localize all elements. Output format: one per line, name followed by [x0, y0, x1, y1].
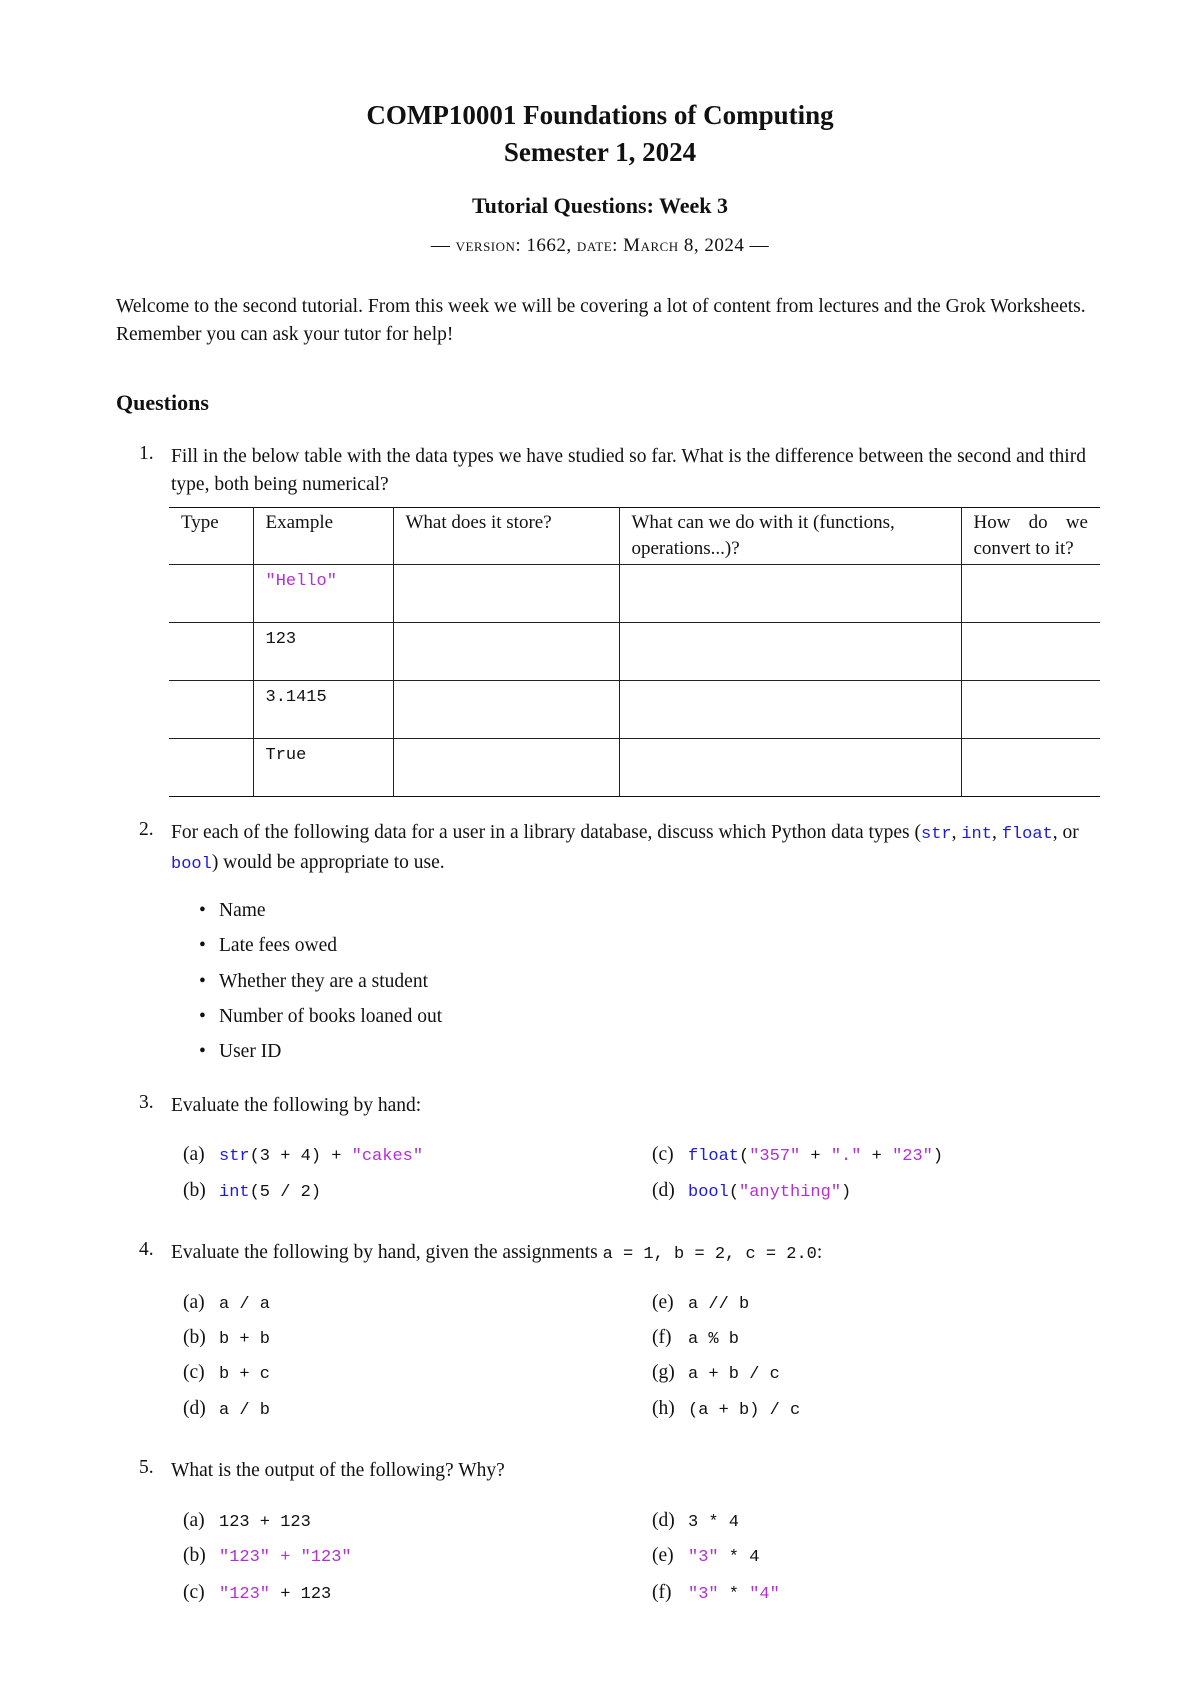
example-float: 3.1415 [265, 688, 327, 707]
table-header-store: What does it store? [393, 508, 619, 565]
q5-item-e: (e) "3" * 4 [652, 1545, 760, 1567]
q3-item-d: (d) bool("anything") [652, 1180, 852, 1202]
q4-item-g: (g) a + b / c [652, 1362, 780, 1384]
tutorial-subtitle: Tutorial Questions: Week 3 [471, 193, 729, 218]
q4-item-a: (a) a / a [183, 1292, 271, 1314]
example-hello: "Hello" [265, 572, 337, 591]
q2-text: For each of the following data for a user in a library database, discuss which Python data types (str, int, float, or bool) would be appropriate to use. [171, 822, 1079, 874]
data-types-table [169, 507, 1100, 797]
q4-assignments: a = 1, b = 2, c = 2.0 [602, 1245, 817, 1264]
q5-item-c: (c) "123" + 123 [183, 1582, 332, 1604]
q5-item-b: (b) "123" + "123" [183, 1545, 352, 1567]
q2-number: 2. [139, 819, 154, 840]
table-row [169, 739, 1100, 797]
table-row [169, 623, 1100, 681]
example-int: 123 [265, 630, 297, 649]
intro-paragraph: Welcome to the second tutorial. From this week we will be covering a lot of content from lectures and the Grok Worksheets. Remember you can ask your tutor for help! [116, 296, 1086, 345]
table-row [169, 681, 1100, 739]
table-header-example: Example [253, 508, 393, 565]
q5-item-a: (a) 123 + 123 [183, 1510, 311, 1532]
table-header-row [169, 508, 1100, 565]
section-title: Questions [116, 390, 209, 415]
q5-number: 5. [139, 1457, 154, 1478]
q3-text: Evaluate the following by hand: [171, 1095, 422, 1116]
q3-item-b: (b) int(5 / 2) [183, 1180, 322, 1202]
table-header-type: Type [169, 508, 253, 565]
q4-item-b: (b) b + b [183, 1327, 271, 1349]
q4-item-f: (f) a % b [652, 1327, 740, 1349]
q5-text: What is the output of the following? Why? [171, 1460, 505, 1481]
type-float: float [1001, 825, 1053, 844]
q1-number: 1. [139, 443, 154, 464]
version-line: — version: 1662, date: March 8, 2024 — [430, 235, 770, 256]
q3-item-c: (c) float("357" + "." + "23") [652, 1144, 944, 1166]
q3-number: 3. [139, 1092, 154, 1113]
type-str: str [921, 825, 952, 844]
example-bool: True [265, 746, 307, 765]
table-header-operations: What can we do with it (functions, operations...)? [619, 508, 961, 565]
q4-item-e: (e) a // b [652, 1292, 750, 1314]
type-int: int [961, 825, 992, 844]
q5-item-f: (f) "3" * "4" [652, 1582, 780, 1604]
semester-title: Semester 1, 2024 [503, 137, 697, 167]
q4-item-c: (c) b + c [183, 1362, 271, 1384]
q4-item-d: (d) a / b [183, 1398, 271, 1420]
q4-text: Evaluate the following by hand, given the assignments a = 1, b = 2, c = 2.0: [171, 1242, 823, 1264]
table-row [169, 565, 1100, 623]
q5-item-d: (d) 3 * 4 [652, 1510, 740, 1532]
course-title: COMP10001 Foundations of Computing [366, 100, 834, 130]
q1-text: Fill in the below table with the data types we have studied so far. What is the difference between the second and third type, both being numerical? [171, 446, 1086, 495]
q3-item-a: (a) str(3 + 4) + "cakes" [183, 1144, 424, 1166]
q4-item-h: (h) (a + b) / c [652, 1398, 801, 1420]
table-header-convert: How do we convert to it? [961, 508, 1100, 565]
q4-number: 4. [139, 1239, 154, 1260]
type-bool: bool [171, 855, 212, 874]
tutorial-page: COMP10001 Foundations of Computing Semester 1, 2024 Tutorial Questions: Week 3 — version: 1662, date: March 8, 2024 — Welcome to the second tutorial. From this week we will be covering a lot of content from lectures and the Grok Worksheets. Remember you can ask your tutor for help! Questions 1. Fill in the below table with the data types we have studied so far. What is the difference between the second and third type, both being numerical? Type Example What does it store? What can we do with it (functions, operations...)? How do we convert to it? "Hello" 123 3.1415 True 2. For each of the following data for a user in a library database, discuss which Python data types (str, int, float, or bool) would be appropriate to use. • Name • Late fees owed • Whether they are a student • Number of books loaned out • User ID 3. Evaluate the following by hand: (a) str(3 + 4) + "cakes" (b) int(5 / 2) (c) float("357" + "." + "23") (d) bool("anything") 4. Evaluate the following by hand, given the assignments a = 1, b = 2, c = 2.0: (a) a / a (b) b + b (c) b + c (d) a / b (e) a // b (f) a % b (g) a + b / c (h) (a + b) / c 5. What is the output of the following? Why? (a) 123 + 123 (b) "123" + "123" (c) "123" + 123 (d) 3 * 4 (e) "3" * 4 (f) "3" * "4" [0, 0, 1200, 1696]
